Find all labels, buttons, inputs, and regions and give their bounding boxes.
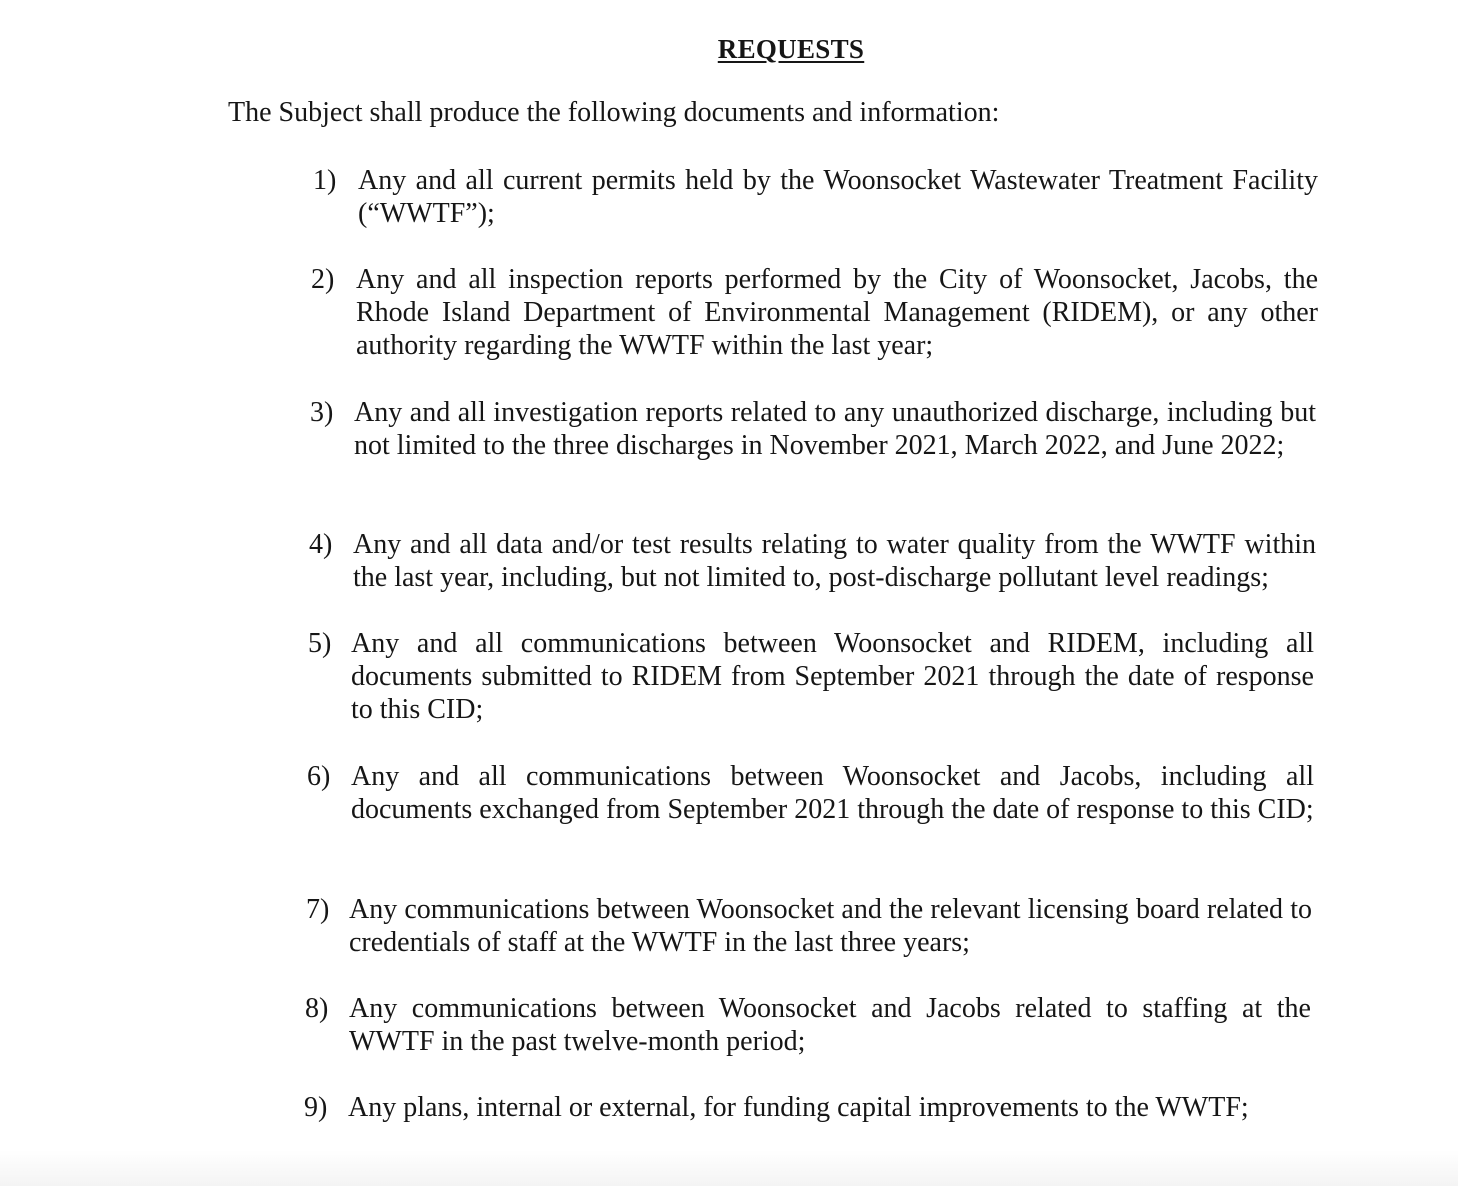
list-item-text: Any communications between Woonsocket and the relevant licensing board related to credentials of staff at the WWTF in the last three years;: [349, 894, 1312, 958]
list-item-number: 2): [311, 264, 335, 295]
list-item-text: Any and all communications between Woonsocket and RIDEM, including all documents submitted to RIDEM from September 2021 through the date of response to this CID;: [351, 628, 1314, 725]
list-item-text: Any and all investigation reports related to any unauthorized discharge, including but not limited to the three discharges in November 2021, March 2022, and June 2022;: [354, 397, 1316, 461]
page-bottom-edge: [0, 1150, 1458, 1186]
list-item-number: 9): [304, 1092, 328, 1123]
list-item-text: Any and all current permits held by the Woonsocket Wastewater Treatment Facility (“WWTF”);: [358, 165, 1318, 229]
list-item-text: Any communications between Woonsocket and Jacobs related to staffing at the WWTF in the past twelve-month period;: [349, 993, 1311, 1057]
list-item-text: Any and all communications between Woonsocket and Jacobs, including all documents exchanged from September 2021 through the date of response to this CID;: [351, 761, 1314, 825]
list-item-number: 4): [309, 529, 333, 560]
list-item-number: 3): [310, 397, 334, 428]
list-item-text: Any and all inspection reports performed by the City of Woonsocket, Jacobs, the Rhode Island Department of Environmental Management (RIDEM), or any other authority regarding the WWTF within the last year;: [356, 264, 1318, 361]
list-item-text: Any plans, internal or external, for funding capital improvements to the WWTF;: [348, 1092, 1249, 1123]
list-item-number: 8): [305, 993, 329, 1024]
list-item-number: 7): [306, 894, 330, 925]
list-item-number: 5): [308, 628, 332, 659]
list-item-number: 1): [313, 165, 337, 196]
page-title: REQUESTS: [717, 34, 865, 64]
list-item-text: Any and all data and/or test results relating to water quality from the WWTF within the last year, including, but not limited to, post-discharge pollutant level readings;: [353, 529, 1316, 593]
intro-paragraph: The Subject shall produce the following documents and information:: [228, 97, 1000, 128]
list-item-number: 6): [307, 761, 331, 792]
